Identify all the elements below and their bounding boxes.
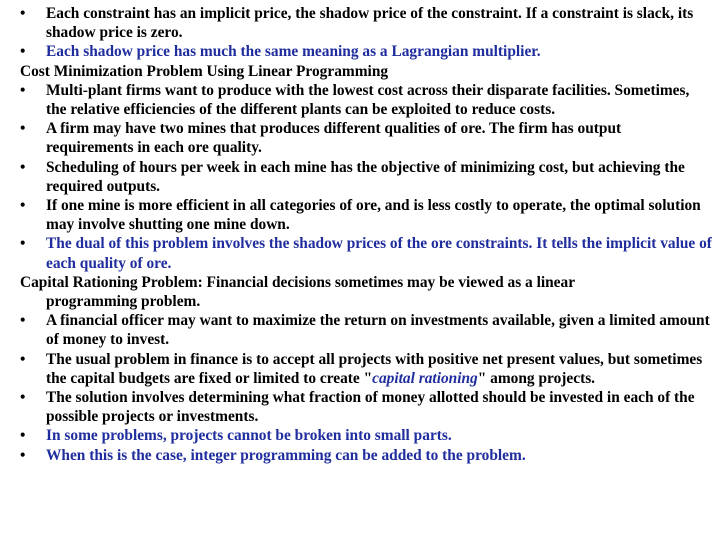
bullet-two-mines <box>0 119 720 157</box>
bullet-text: Each shadow price has much the same meaning as a Lagrangian multiplier. <box>46 43 541 61</box>
bullet-scheduling <box>0 158 720 196</box>
bullet-text: Multi-plant firms want to produce with the lowest cost across their disparate facilities. Sometimes, the relative efficiencies of the different plants can be exploited to reduce costs. <box>46 81 690 119</box>
bullet-financial-officer <box>0 311 720 349</box>
bullet-text: In some problems, projects cannot be broken into small parts. <box>46 427 452 445</box>
bullet-small-parts <box>0 426 720 445</box>
bullet-icon: • <box>20 350 26 368</box>
bullet-icon: • <box>20 389 26 407</box>
bullet-usual-problem <box>0 350 720 388</box>
bullet-text-before: The usual problem in finance is to accept all projects with positive net present values, but sometimes the capital budgets are fixed or limited to create " <box>46 350 703 387</box>
bullet-lagrangian <box>0 42 720 61</box>
capital-rationing-term: capital rationing <box>372 369 478 387</box>
bullet-text: Scheduling of hours per week in each mine has the objective of minimizing cost, but achieving the required outputs. <box>46 158 685 195</box>
bullet-shadow-price <box>0 4 720 42</box>
bullet-efficient-mine <box>0 196 720 234</box>
bullet-icon: • <box>20 158 26 176</box>
bullet-integer-programming <box>0 446 720 465</box>
bullet-icon: • <box>20 235 26 253</box>
bullet-icon: • <box>20 5 26 22</box>
bullet-text: A firm may have two mines that produces different qualities of ore. The firm has output requirements in each ore quality. <box>46 120 622 157</box>
bullet-multi-plant <box>0 81 720 119</box>
bullet-text: A financial officer may want to maximize the return on investments available, given a limited amount of money to invest. <box>46 312 710 349</box>
section-heading-capital-rationing <box>0 273 720 311</box>
bullet-icon: • <box>20 81 26 99</box>
section-heading-cost-minimization: Cost Minimization Problem Using Linear Programming <box>20 62 389 80</box>
bullet-icon: • <box>20 312 26 330</box>
bullet-text: If one mine is more efficient in all categories of ore, and is less costly to operate, the optimal solution may involve shutting one mine down. <box>46 197 701 234</box>
bullet-text: When this is the case, integer programming can be added to the problem. <box>46 446 526 464</box>
bullet-text: The solution involves determining what fraction of money allotted should be invested in each of the possible projects or investments. <box>46 389 695 426</box>
bullet-icon: • <box>20 446 26 464</box>
bullet-icon: • <box>20 43 26 61</box>
bullet-solution-fraction <box>0 388 720 426</box>
bullet-icon: • <box>20 427 26 445</box>
bullet-text: The dual of this problem involves the shadow prices of the ore constraints. It tells the implicit value of each quality of ore. <box>46 235 712 272</box>
bullet-dual-problem <box>0 234 720 272</box>
heading-continuation: programming problem. <box>46 293 201 311</box>
bullet-icon: • <box>20 197 26 215</box>
bullet-icon: • <box>20 120 26 138</box>
heading-text: Capital Rationing Problem: Financial decisions sometimes may be viewed as a linear <box>20 273 576 291</box>
bullet-text-after: " among projects. <box>477 369 596 387</box>
bullet-text: Each constraint has an implicit price, the shadow price of the constraint. If a constraint is slack, its shadow price is zero. <box>46 5 694 42</box>
